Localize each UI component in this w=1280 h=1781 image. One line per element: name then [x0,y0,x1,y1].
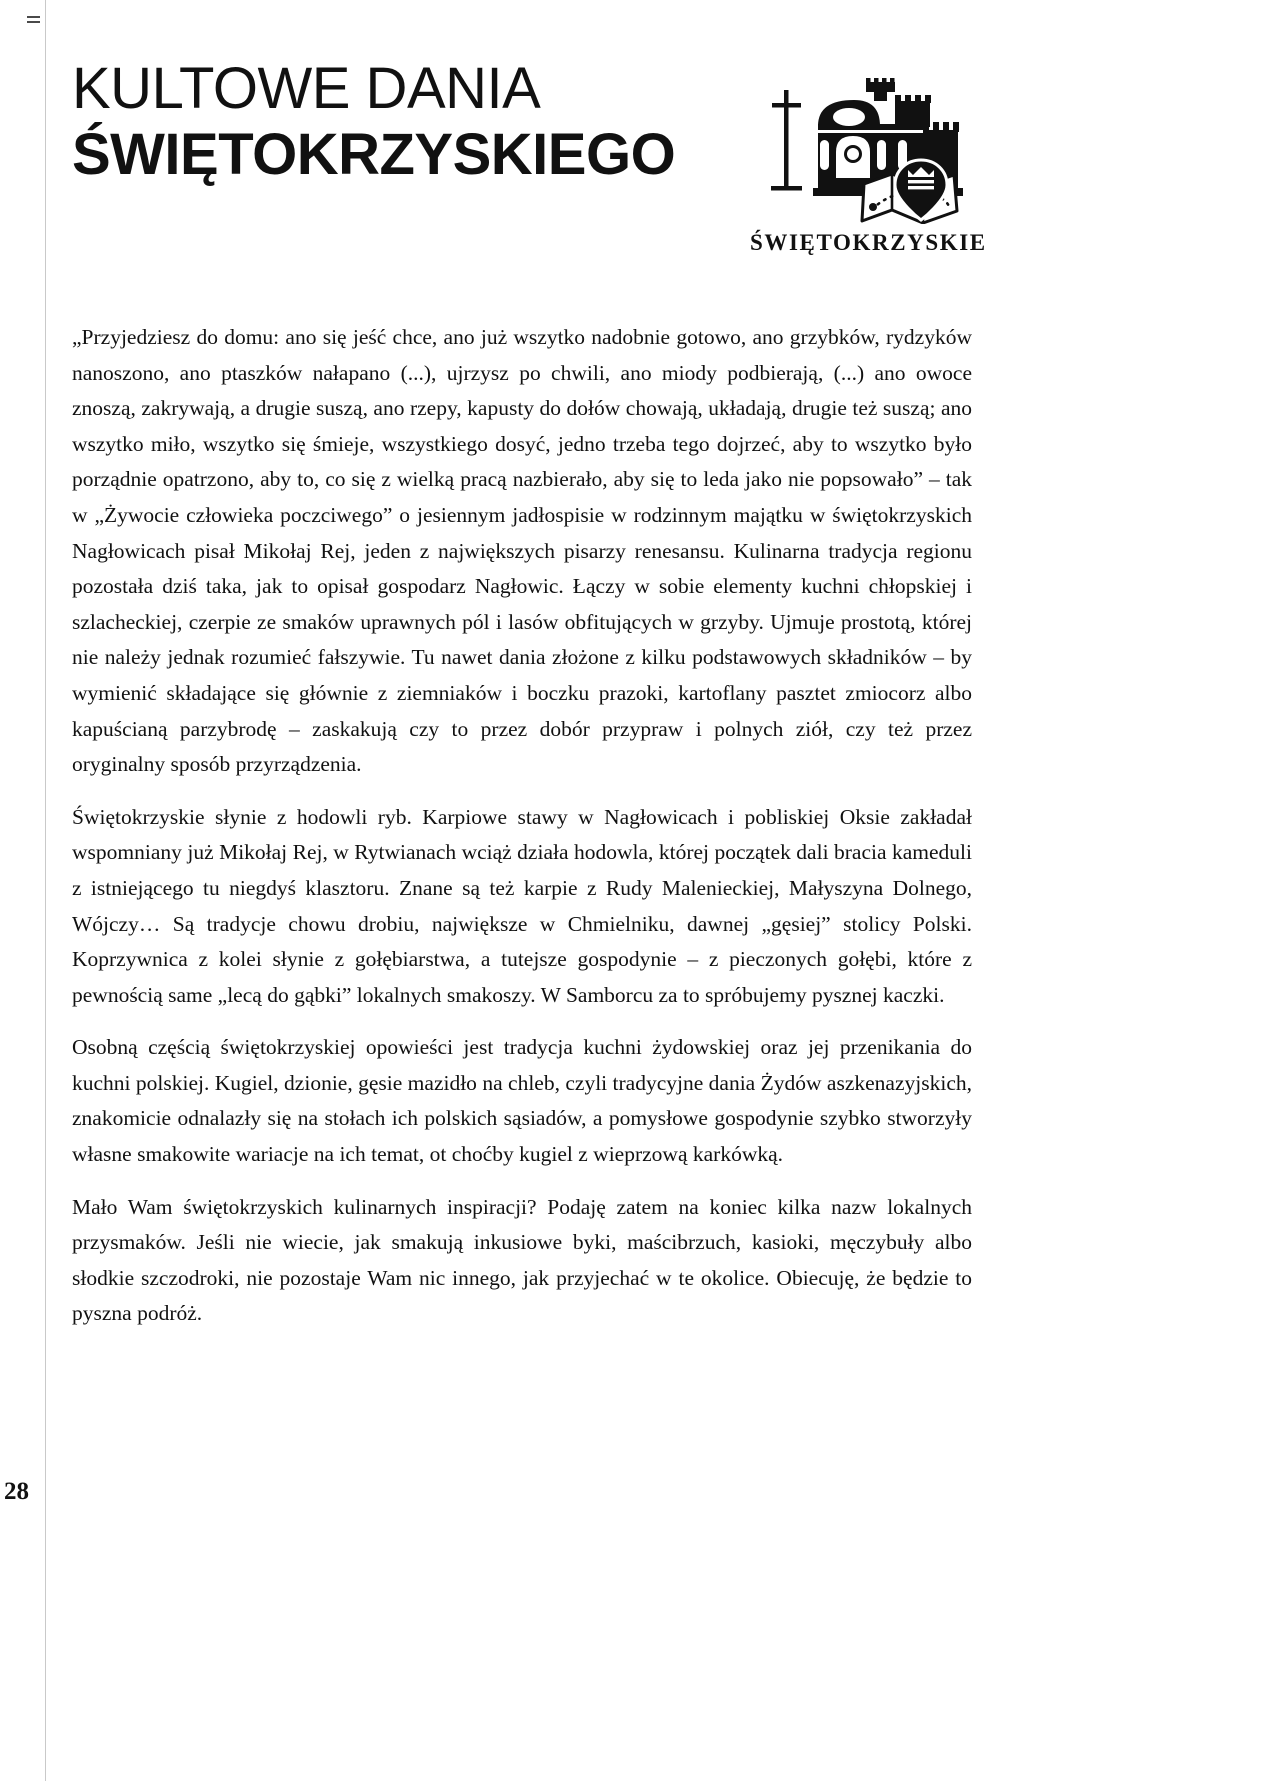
page-number: 28 [4,1478,29,1505]
map-route-start-dot [869,203,877,211]
page-title [72,58,675,188]
swietokrzyskie-logo-icon [758,74,973,224]
title-line-secondary: ŚWIĘTOKRZYSKIEGO [72,122,676,187]
paragraph: Świętokrzyskie słynie z hodowli ryb. Karpiowe stawy w Nagłowicach i pobliskiej Oksie zakładał wspomniany już Mikołaj Rej, w Rytwianach wciąż działa hodowla, której początek dali bracia kameduli z istniejącego tu niegdyś klasztoru. Znane są też karpie z Rudy Malenieckiej, Małyszyna Dolnego, Wójczy… Są tradycje chowu drobiu, największe w Chmielniku, dawnej „gęsiej” stolicy Polski. Koprzywnica z kolei słynie z gołębiarstwa, a tutejsze gospodynie – z pieczonych gołębi, które z pewnością same „lecą do gąbki” lokalnych smakoszy. W Samborcu za to spróbujemy pysznej kaczki. [72,804,972,1007]
brand-logo [750,74,987,256]
paragraph: Osobną częścią świętokrzyskiej opowieści jest tradycja kuchni żydowskiej oraz jej przenikania do kuchni polskiej. Kugiel, dzionie, gęsie mazidło na chleb, czyli tradycyjne dania Żydów aszkenazyjskich, znakomicie odnalazły się na stołach ich polskich sąsiadów, a pomysłowe gospodynie szybko stworzyły własne smakowite wariacje na ich temat, ot choćby kugiel z wieprzową karkówką. [72,1035,972,1167]
cross-icon [771,90,802,191]
logo-caption: ŚWIĘTOKRZYSKIE [750,230,987,255]
crop-mark [27,16,40,18]
paragraph: „Przyjedziesz do domu: ano się jeść chce, ano już wszytko nadobnie gotowo, ano grzybków, rydzyków nanoszono, ano ptaszków nałapano (...), ujrzysz po chwili, ano miody podbierają, (...) ano owoce znoszą, zakrywają, a drugie suszą, ano rzepy, kapusty do dołów chowają, układają, drugie też suszą; ano wszytko miło, wszytko się śmieje, wszystkiego dosyć, jedno trzeba tego dojrzeć, aby to wszytko było porządnie opatrzono, aby to, co się z wielką pracą nazbierało, aby się to leda jako nie popsowało” – tak w „Żywocie człowieka poczciwego” o jesiennym jadłospisie w rodzinnym majątku w świętokrzyskich Nagłowicach pisał Mikołaj Rej, jeden z największych pisarzy renesansu. Kulinarna tradycja regionu pozostała dziś taka, jak to opisał gospodarz Nagłowic. Łączy w sobie elementy kuchni chłopskiej i szlacheckiej, czerpie ze smaków uprawnych pól i lasów obfitujących w grzyby. Ujmuje prostotą, której nie należy jednak rozumieć fałszywie. Tu nawet dania złożone z kilku podstawowych składników – by wymienić składające się głównie z ziemniaków i boczku prazoki, kartoflany pasztet zmiocorz albo kapuścianą parzybrodę – zaskakują czy to przez dobór przypraw i polnych ziół, czy też przez oryginalny sposób przyrządzenia. [72,325,972,777]
article-body [72,320,972,1332]
title-line-primary: KULTOWE DANIA [72,56,541,121]
gutter-rule [45,0,46,1781]
page-header [72,56,987,273]
paragraph: Mało Wam świętokrzyskich kulinarnych inspiracji? Podaję zatem na koniec kilka nazw lokalnych przysmaków. Jeśli nie wiecie, jak smakują inkusiowe byki, maścibrzuch, kasioki, męczybuły albo słodkie szczodroki, nie pozostaje Wam nic innego, jak przyjechać w te okolice. Obiecuję, że będzie to pyszna podróż. [72,1194,972,1326]
